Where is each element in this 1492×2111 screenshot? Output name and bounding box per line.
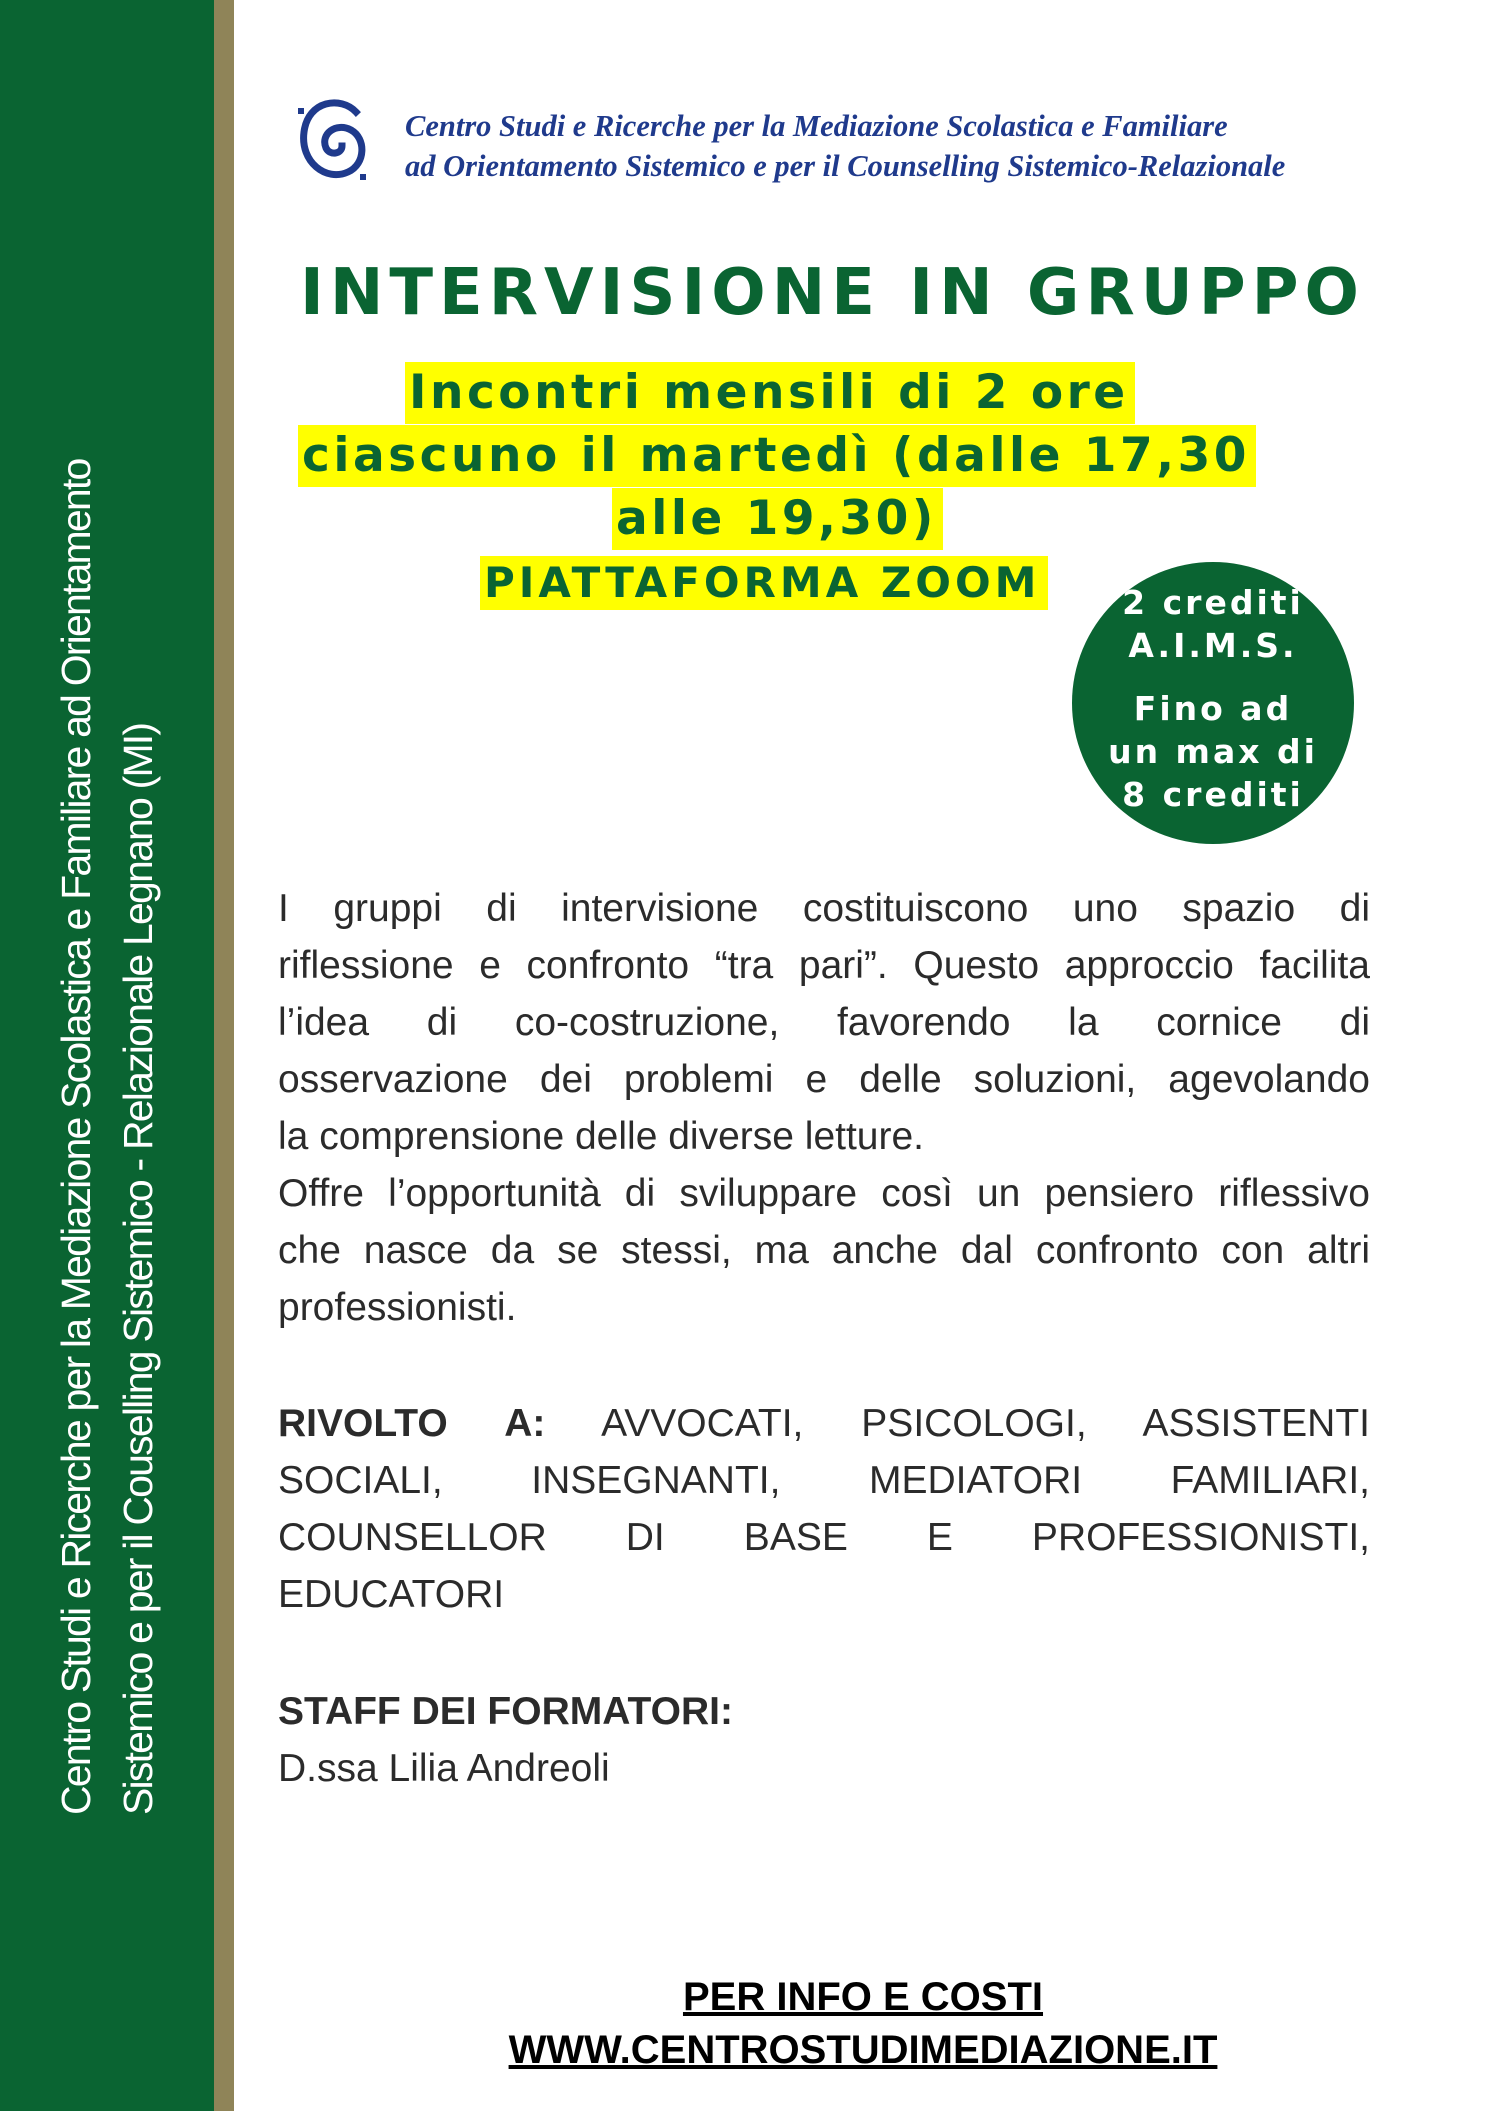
description	[278, 880, 1370, 1336]
info-label: PER INFO E COSTI	[682, 1975, 1044, 2019]
spiral-logo-icon	[296, 90, 370, 190]
badge-line-2: A.I.M.S.	[1128, 626, 1298, 665]
description-line: Offre l’opportunità di sviluppare così un pensiero riflessivo	[278, 1172, 1370, 1215]
logo-text-line-2: ad Orientamento Sistemico e per il Counselling Sistemico-Relazionale	[405, 149, 1286, 183]
logo-text-line-1: Centro Studi e Ricerche per la Mediazione Scolastica e Familiare	[405, 109, 1228, 143]
description-line: riflessione e confronto “tra pari”. Questo approccio facilita	[278, 944, 1370, 987]
target-audience-line: COUNSELLOR DI BASE E PROFESSIONISTI,	[278, 1516, 1370, 1559]
sidebar-line-2: Sistemico e per il Couselling Sistemico - Relazionale Legnano (MI)	[115, 723, 161, 1815]
badge-line-5: 8 crediti	[1122, 775, 1304, 814]
website-link[interactable]: WWW.CENTROSTUDIMEDIAZIONE.IT	[508, 2028, 1218, 2072]
highlight-line-2: ciascuno il martedì (dalle 17,30	[298, 425, 1256, 487]
description-line: l’idea di co-costruzione, favorendo la cornice di	[278, 1001, 1370, 1044]
sidebar-vertical-text	[45, 295, 169, 1815]
staff-section	[278, 1683, 1370, 1797]
target-audience-line	[278, 1395, 1370, 1452]
platform-label: PIATTAFORMA ZOOM	[480, 556, 1048, 610]
target-audience-line: SOCIALI, INSEGNANTI, MEDIATORI FAMILIARI,	[278, 1459, 1370, 1502]
staff-name: D.ssa Lilia Andreoli	[278, 1747, 610, 1790]
badge-line-3: Fino ad	[1133, 689, 1293, 728]
target-audience-line: EDUCATORI	[278, 1573, 505, 1616]
highlight-line-1: Incontri mensili di 2 ore	[405, 362, 1135, 424]
sidebar-line-1: Centro Studi e Ricerche per la Mediazione Scolastica e Familiare ad Orientamento	[53, 459, 99, 1815]
description-line: osservazione dei problemi e delle soluzioni, agevolando	[278, 1058, 1370, 1101]
description-line: che nasce da se stessi, ma anche dal confronto con altri	[278, 1229, 1370, 1272]
target-audience	[278, 1395, 1370, 1623]
page-title: INTERVISIONE IN GRUPPO	[300, 256, 1365, 330]
credits-badge	[1072, 562, 1354, 844]
highlight-line-3: alle 19,30)	[612, 488, 943, 550]
badge-line-1: 2 crediti	[1122, 583, 1304, 622]
description-line: professionisti.	[278, 1286, 517, 1329]
description-line: la comprensione delle diverse letture.	[278, 1115, 925, 1158]
target-audience-text: AVVOCATI, PSICOLOGI, ASSISTENTI	[601, 1402, 1370, 1445]
description-line: I gruppi di intervisione costituiscono uno spazio di	[278, 887, 1370, 930]
logo-text	[405, 106, 1285, 186]
sidebar-stripe	[214, 0, 234, 2111]
sidebar	[0, 0, 214, 2111]
target-audience-label: RIVOLTO A:	[278, 1402, 546, 1445]
badge-line-4: un max di	[1108, 732, 1318, 771]
staff-label: STAFF DEI FORMATORI:	[278, 1690, 733, 1733]
